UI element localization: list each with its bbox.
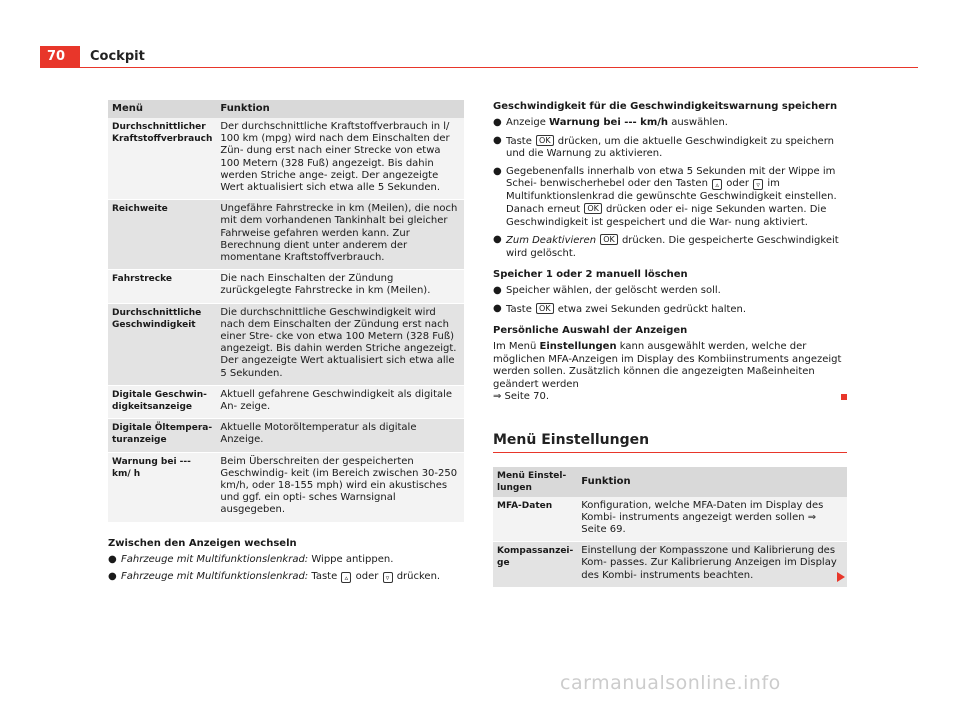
col-header-function: Funktion <box>216 100 464 118</box>
col-header-function: Funktion <box>577 467 847 497</box>
col-header-menu: Menü <box>108 100 216 118</box>
personal-heading: Persönliche Auswahl der Anzeigen <box>493 325 688 336</box>
row-function-text: Einstellung der Kompasszone und Kalibrierung des Kom- passes. Zur Kalibrierung Anzeigen im Display des Kombi- instruments beachten. <box>581 545 837 581</box>
header-rule <box>80 67 918 68</box>
page-number: 70 <box>40 46 80 68</box>
down-key-icon: ▿ <box>753 179 763 190</box>
table-row <box>108 452 464 522</box>
memory-heading: Speicher 1 oder 2 manuell löschen <box>493 269 688 280</box>
row-menu: Kompassanzei- ge <box>493 542 577 588</box>
bullet-text: Speicher wählen, der gelöscht werden soll. <box>506 285 721 296</box>
settings-table <box>493 467 847 588</box>
right-column <box>493 100 847 588</box>
row-menu: Fahrstrecke <box>108 270 216 303</box>
row-function: Aktuell gefahrene Geschwindigkeit als digitale An- zeige. <box>216 385 464 418</box>
bullet-text: oder <box>352 571 382 583</box>
table-row <box>493 542 847 588</box>
bullet-text: auswählen. <box>668 117 728 128</box>
bullet-text: Anzeige <box>506 117 550 128</box>
table-row <box>108 270 464 303</box>
row-menu: Durchschnittlicher Kraftstoffverbrauch <box>108 118 216 200</box>
display-name: Warnung bei --- km/h <box>549 117 669 128</box>
bullet-label: Fahrzeuge mit Multifunktionslenkrad: <box>121 553 309 565</box>
row-function: Die nach Einschalten der Zündung zurückgelegte Fahrstrecke in km (Meilen). <box>216 270 464 303</box>
para-text: kann ausgewählt werden, welche der möglichen MFA-Anzeigen im Display des Kombiinstruments angezeigt werden sollen. Zusätzlich können die angezeigten Maßeinheiten geändert werden <box>493 341 842 390</box>
page-link[interactable]: ⇒ Seite 70. <box>493 391 549 402</box>
table-row <box>493 497 847 542</box>
up-key-icon: ▵ <box>341 572 351 583</box>
chapter-title: Cockpit <box>90 49 145 64</box>
bullet-label: Zum Deaktivieren <box>506 235 597 246</box>
continue-arrow-icon <box>837 567 845 586</box>
row-function: Beim Überschreiten der gespeicherten Geschwindig- keit (im Bereich zwischen 30-250 km/h, oder 18-155 mph) wird ein akustisches und ggf. ein opti- sches Warnsignal ausgegeben. <box>216 452 464 522</box>
bullet-icon: ● <box>493 285 502 296</box>
bullet-text: drücken oder ei- nige Sekunden warten. Die Geschwindigkeit ist gespeichert und die War- nung aktiviert. <box>506 204 827 228</box>
row-function: Die durchschnittliche Geschwindigkeit wird nach dem Einschalten der Zündung erst nach einer Stre- cke von etwa 100 Metern (328 Fuß) angezeigt. Bis dahin werden Striche angezeigt. Der angezeigte Wert aktualisiert sich etwa alle 5 Sekunden. <box>216 303 464 385</box>
row-function: Aktuelle Motoröltemperatur als digitale Anzeige. <box>216 419 464 452</box>
section-end-icon <box>841 394 847 400</box>
down-key-icon: ▿ <box>383 572 393 583</box>
col-header-menu: Menü Einstel- lungen <box>493 467 577 497</box>
table-row <box>108 419 464 452</box>
bullet-text: Gegebenenfalls innerhalb von etwa 5 Sekunden mit der Wippe im Schei- benwischerhebel oder den Tasten <box>506 165 836 189</box>
row-menu: Digitale Geschwin- digkeitsanzeige <box>108 385 216 418</box>
bullet-label: Fahrzeuge mit Multifunktionslenkrad: <box>121 571 309 583</box>
bullet-icon: ● <box>493 134 502 146</box>
bullet-icon: ● <box>108 553 117 565</box>
up-key-icon: ▵ <box>712 179 722 190</box>
switch-heading: Zwischen den Anzeigen wechseln <box>108 537 297 549</box>
ok-key-icon: OK <box>536 303 554 314</box>
bullet-icon: ● <box>493 234 502 245</box>
list-item <box>108 554 464 567</box>
list-item <box>493 234 847 260</box>
table-row <box>108 385 464 418</box>
row-function: Konfiguration, welche MFA-Daten im Display des Kombi- instruments angezeigt werden sollen ⇒ Seite 69. <box>577 497 847 542</box>
bullet-icon: ● <box>493 302 502 314</box>
row-menu: Reichweite <box>108 200 216 270</box>
menu-name: Einstellungen <box>539 341 617 352</box>
personal-paragraph <box>493 341 847 404</box>
bullet-icon: ● <box>493 165 502 177</box>
list-item <box>493 135 847 161</box>
list-item <box>493 117 847 130</box>
left-column <box>108 100 464 589</box>
row-menu: Durchschnittliche Geschwindigkeit <box>108 303 216 385</box>
ok-key-icon: OK <box>584 203 602 214</box>
list-item <box>108 571 464 584</box>
para-text: Im Menü <box>493 341 540 352</box>
bullet-text: Taste <box>506 303 536 315</box>
bullet-text: drücken. <box>393 571 441 583</box>
bullet-text: drücken. Die gespeicherte Geschwindigkeit wird gelöscht. <box>506 235 839 259</box>
bullet-text: im Multifunktionslenkrad die gewünschte Geschwindigkeit einstellen. Danach erneut <box>506 178 837 215</box>
row-function: Der durchschnittliche Kraftstoffverbrauch in l/ 100 km (mpg) wird nach dem Einschalten der Zün- dung erst nach einer Strecke von etwa 100 Metern (328 Fuß) angezeigt. Bis dahin werden Striche ange- zeigt. Der angezeigte Wert aktualisiert sich etwa alle 5 Sekunden. <box>216 118 464 200</box>
list-item <box>493 285 847 298</box>
row-menu: MFA-Daten <box>493 497 577 542</box>
bullet-text: Taste <box>308 571 341 583</box>
display-functions-table <box>108 100 464 523</box>
table-row <box>108 303 464 385</box>
watermark: carmanualsonline.info <box>560 672 781 694</box>
bullet-text: Wippe antippen. <box>308 553 394 565</box>
settings-section-title: Menü Einstellungen <box>493 432 847 453</box>
bullet-text: etwa zwei Sekunden gedrückt halten. <box>554 303 747 315</box>
bullet-icon: ● <box>493 117 502 128</box>
bullet-text: Taste <box>506 135 536 147</box>
bullet-text: drücken, um die aktuelle Geschwindigkeit zu speichern und die Warnung zu aktivieren. <box>506 135 834 159</box>
row-menu: Digitale Öltempera- turanzeige <box>108 419 216 452</box>
row-menu: Warnung bei --- km/ h <box>108 452 216 522</box>
bullet-icon: ● <box>108 571 117 583</box>
speed-heading: Geschwindigkeit für die Geschwindigkeitswarnung speichern <box>493 101 838 112</box>
bullet-text: oder <box>723 178 753 189</box>
list-item <box>493 303 847 317</box>
list-item <box>493 166 847 230</box>
row-function <box>577 542 847 588</box>
row-function: Ungefähre Fahrstrecke in km (Meilen), die noch mit dem vorhandenen Tankinhalt bei gleicher Fahrweise gefahren werden kann. Zur Berechnung dient unter anderem der momentane Kraftstoffverbrauch. <box>216 200 464 270</box>
table-row <box>108 200 464 270</box>
table-row <box>108 118 464 200</box>
ok-key-icon: OK <box>536 135 554 146</box>
ok-key-icon: OK <box>600 234 618 245</box>
